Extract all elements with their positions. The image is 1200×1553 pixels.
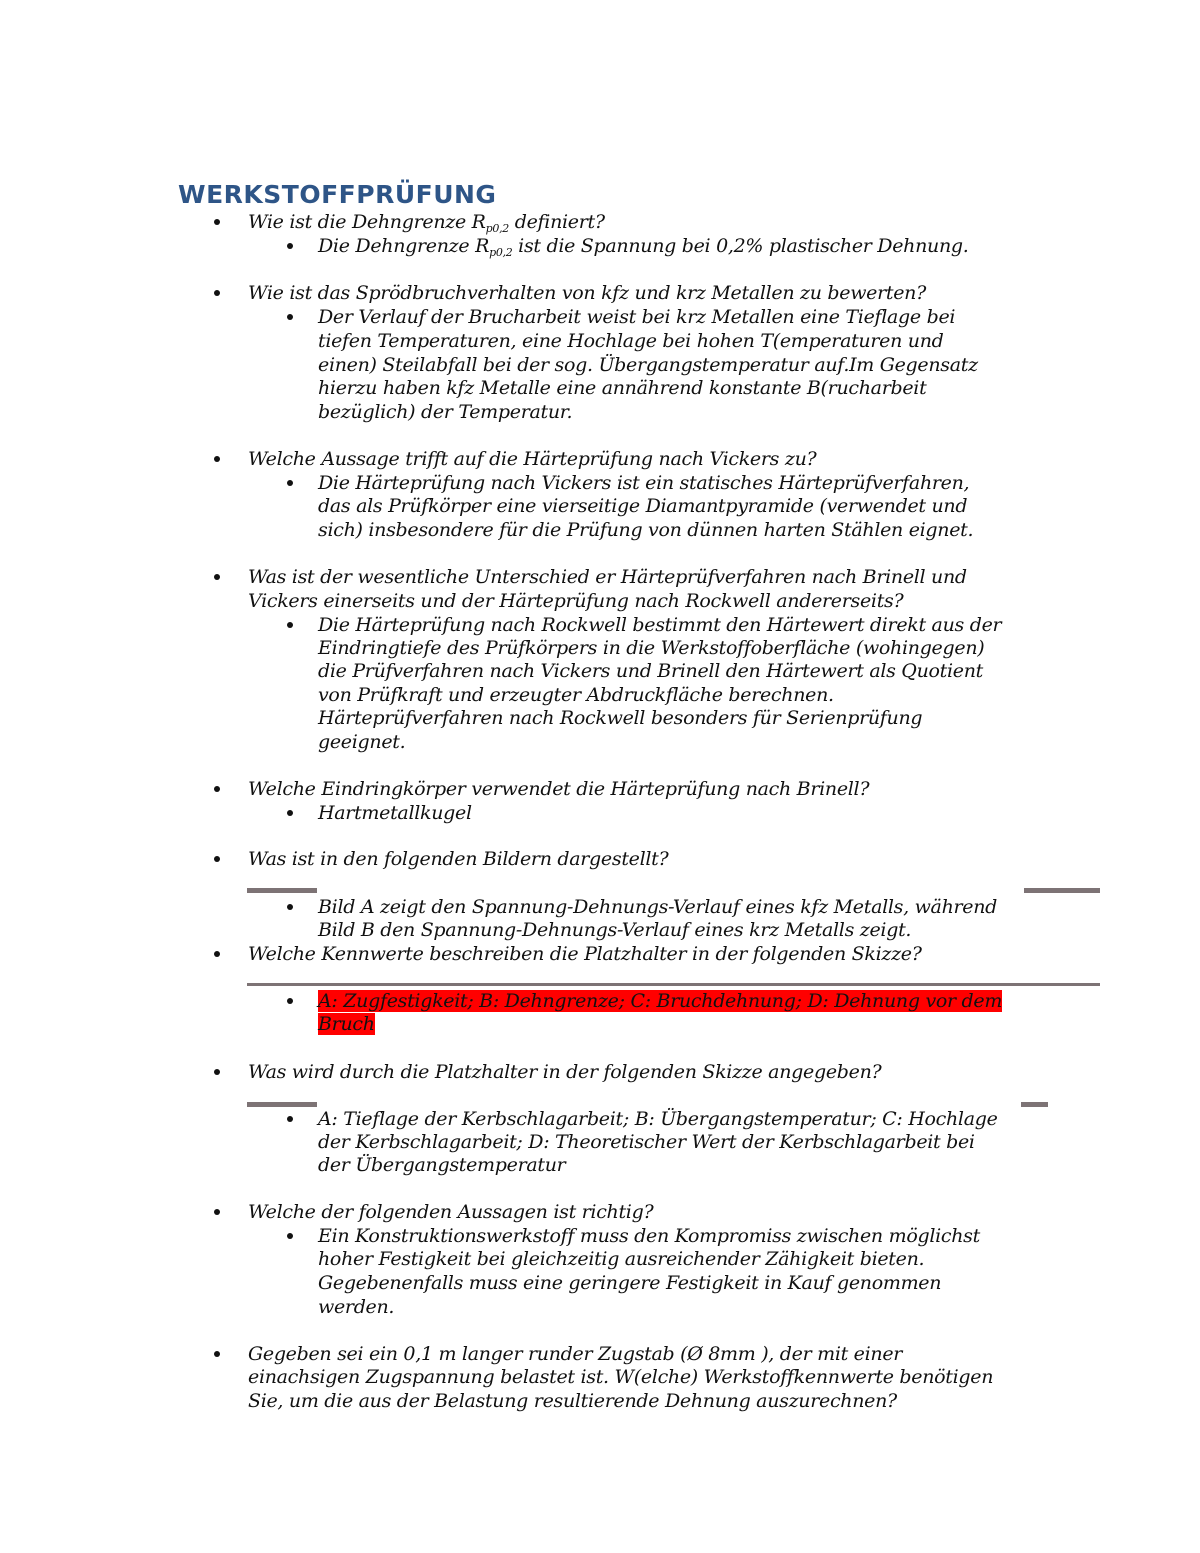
bullet-icon — [287, 480, 293, 486]
answer-6-line: Bild B den Spannung-Dehnungs-Verlauf eines krz Metalls zeigt. — [318, 919, 912, 941]
question-2: Wie ist das Sprödbruchverhalten von kfz und krz Metallen zu bewerten? — [248, 282, 927, 304]
bullet-icon — [287, 904, 293, 910]
question-8: Was wird durch die Platzhalter in der folgenden Skizze angegeben? — [248, 1061, 882, 1083]
question-10-line: Sie, um die aus der Belastung resultierende Dehnung auszurechnen? — [248, 1390, 897, 1412]
bullet-icon — [214, 219, 220, 225]
question-4-line: Was ist der wesentliche Unterschied er Härteprüfverfahren nach Brinell und — [248, 566, 967, 588]
answer-4-line: Die Härteprüfung nach Rockwell bestimmt den Härtewert direkt aus der — [318, 614, 1002, 636]
bullet-icon — [287, 314, 293, 320]
question-10-line: einachsigen Zugspannung belastet ist. W(elche) Werkstoffkennwerte benötigen — [248, 1366, 994, 1388]
bullet-icon — [214, 456, 220, 462]
answer-8-line: der Kerbschlagarbeit; D: Theoretischer Wert der Kerbschlagarbeit bei — [318, 1131, 975, 1153]
bullet-icon — [287, 810, 293, 816]
answer-2-line: Der Verlauf der Brucharbeit weist bei krz Metallen eine Tieflage bei — [318, 306, 956, 328]
bullet-icon — [214, 574, 220, 580]
answer-4-line: geeignet. — [318, 731, 406, 753]
image-b-stub — [1024, 888, 1100, 893]
question-7: Welche Kennwerte beschreiben die Platzhalter in der folgenden Skizze? — [248, 943, 922, 965]
answer-4-line: Eindringtiefe des Prüfkörpers in die Werkstoffoberfläche (wohingegen) — [318, 637, 985, 659]
answer-1: Die Dehngrenze $R_{p0,2}$ ist die Spannung bei 0,2% plastischer Dehnung. — [318, 235, 969, 259]
question-3: Welche Aussage trifft auf die Härteprüfung nach Vickers zu? — [248, 448, 817, 470]
bullet-icon — [214, 290, 220, 296]
sketch-image-stub — [1021, 1102, 1048, 1107]
answer-9-line: werden. — [318, 1296, 395, 1318]
answer-3-line: Die Härteprüfung nach Vickers ist ein statisches Härteprüfverfahren, — [318, 472, 970, 494]
answer-2-line: hierzu haben kfz Metalle eine annährend konstante B(rucharbeit — [318, 377, 927, 399]
answer-5: Hartmetallkugel — [318, 802, 472, 824]
answer-3-line: sich) insbesondere für die Prüfung von dünnen harten Stählen eignet. — [318, 519, 974, 541]
bullet-icon — [287, 622, 293, 628]
answer-8-line: A: Tieflage der Kerbschlagarbeit; B: Übergangstemperatur; C: Hochlage — [318, 1108, 998, 1130]
answer-9-line: Gegebenenfalls muss eine geringere Festigkeit in Kauf genommen — [318, 1272, 942, 1294]
bullet-icon — [214, 1351, 220, 1357]
answer-9-line: Ein Konstruktionswerkstoff muss den Kompromiss zwischen möglichst — [318, 1225, 980, 1247]
sketch-image-stub — [247, 983, 1100, 986]
bullet-icon — [287, 243, 293, 249]
answer-2-line: einen) Steilabfall bei der sog. Übergangstemperatur auf.Im Gegensatz — [318, 354, 978, 376]
sketch-image-stub — [247, 1102, 317, 1107]
bullet-icon — [214, 1209, 220, 1215]
answer-2-line: tiefen Temperaturen, eine Hochlage bei hohen T(emperaturen und — [318, 330, 944, 352]
answer-2-line: bezüglich) der Temperatur. — [318, 401, 573, 423]
question-4-line: Vickers einerseits und der Härteprüfung nach Rockwell andererseits? — [248, 590, 904, 612]
question-9: Welche der folgenden Aussagen ist richtig? — [248, 1201, 654, 1223]
bullet-icon — [214, 1069, 220, 1075]
answer-4-line: Härteprüfverfahren nach Rockwell besonders für Serienprüfung — [318, 707, 923, 729]
image-a-stub — [247, 888, 317, 893]
page-title: WERKSTOFFPRÜFUNG — [178, 180, 497, 209]
question-5: Welche Eindringkörper verwendet die Härteprüfung nach Brinell? — [248, 778, 870, 800]
bullet-icon — [287, 1116, 293, 1122]
answer-9-line: hoher Festigkeit bei gleichzeitig ausreichender Zähigkeit bieten. — [318, 1248, 925, 1270]
bullet-icon — [214, 786, 220, 792]
answer-7-line: A: Zugfestigkeit; B: Dehngrenze; C: Bruchdehnung; D: Dehnung vor dem — [318, 990, 1003, 1012]
bullet-icon — [287, 1233, 293, 1239]
answer-4-line: von Prüfkraft und erzeugter Abdruckfläche berechnen. — [318, 684, 834, 706]
answer-4-line: die Prüfverfahren nach Vickers und Brinell den Härtewert als Quotient — [318, 660, 983, 682]
bullet-icon — [214, 856, 220, 862]
question-10-line: Gegeben sei ein 0,1 m langer runder Zugstab (Ø 8mm ), der mit einer — [248, 1343, 903, 1365]
question-6: Was ist in den folgenden Bildern dargestellt? — [248, 848, 669, 870]
answer-3-line: das als Prüfkörper eine vierseitige Diamantpyramide (verwendet und — [318, 495, 968, 517]
answer-7-line: Bruch — [318, 1013, 375, 1035]
answer-6-line: Bild A zeigt den Spannung-Dehnungs-Verlauf eines kfz Metalls, während — [318, 896, 998, 918]
bullet-icon — [214, 951, 220, 957]
bullet-icon — [287, 998, 293, 1004]
question-1: Wie ist die Dehngrenze $R_{p0,2}$ definiert? — [248, 211, 605, 235]
answer-8-line: der Übergangstemperatur — [318, 1154, 566, 1176]
